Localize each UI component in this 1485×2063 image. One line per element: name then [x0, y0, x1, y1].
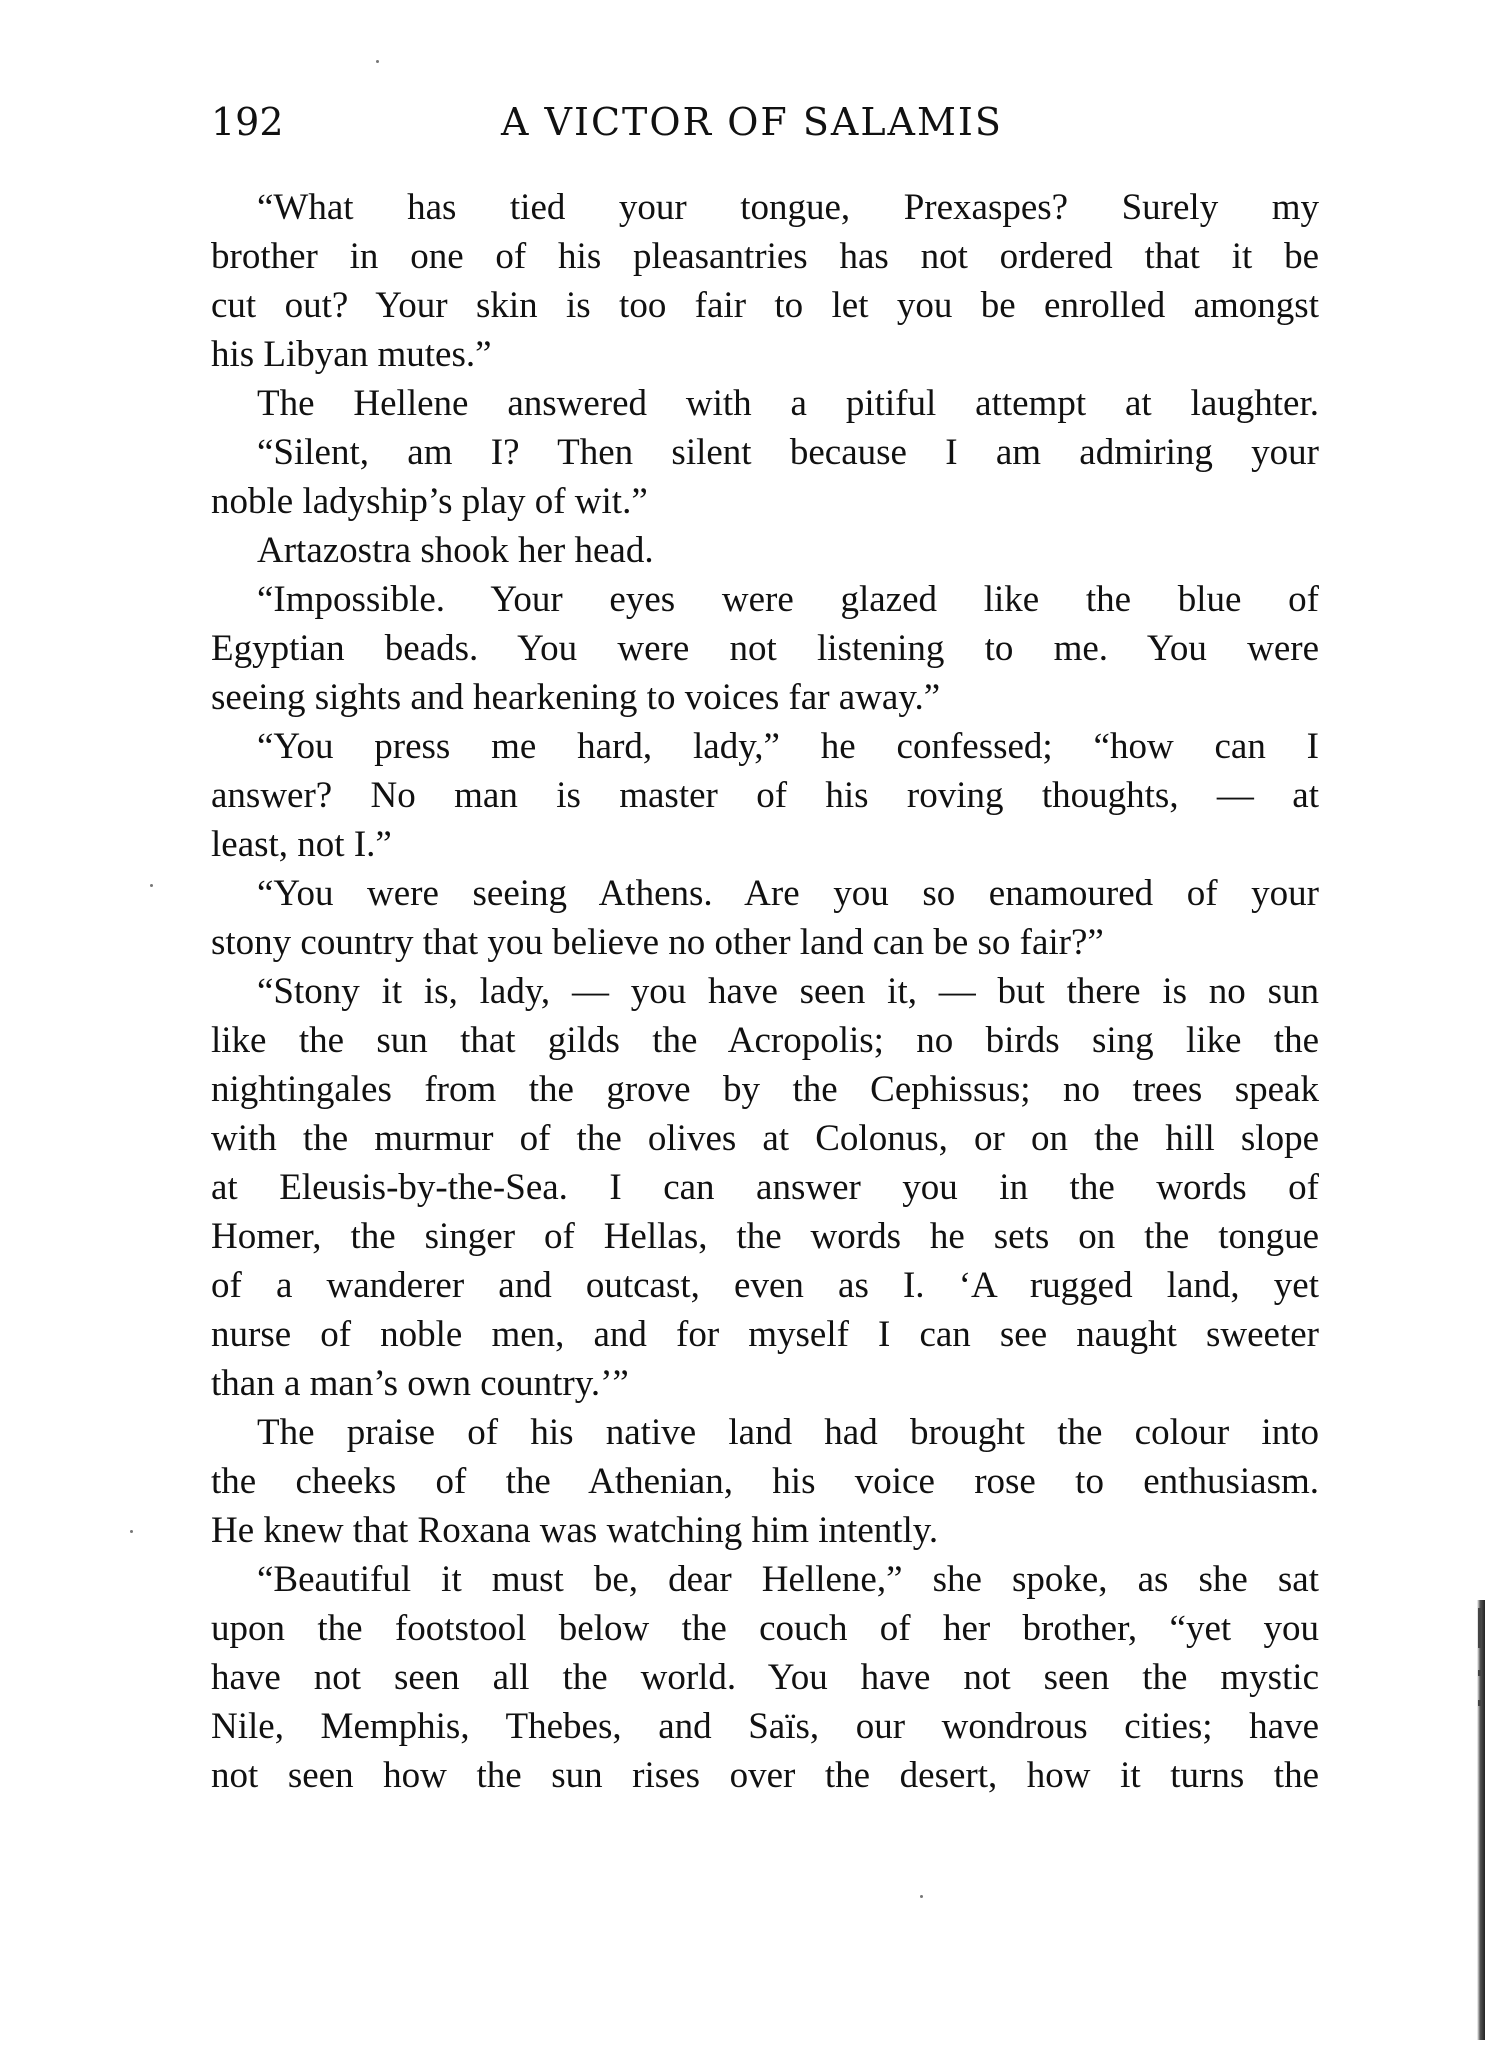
paper-speck: [130, 1530, 133, 1533]
text-line: stony country that you believe no other land can be so fair?”: [211, 922, 1104, 963]
text-line: Nile, Memphis, Thebes, and Saïs, our wondrous cities; have: [211, 1706, 1319, 1747]
text-line: than a man’s own country.’”: [211, 1363, 629, 1404]
binding-mark: [1478, 1670, 1481, 1676]
binding-mark: [1478, 1700, 1481, 1706]
page-header: [211, 96, 1319, 148]
running-head: A VICTOR OF SALAMIS: [501, 100, 1003, 144]
text-line: “Stony it is, lady, — you have seen it, — but there is no sun: [257, 971, 1319, 1012]
text-line: with the murmur of the olives at Colonus, or on the hill slope: [211, 1118, 1319, 1159]
text-line: Homer, the singer of Hellas, the words he sets on the tongue: [211, 1216, 1319, 1257]
text-line: upon the footstool below the couch of her brother, “yet you: [211, 1608, 1319, 1649]
page-number: 192: [211, 100, 284, 144]
text-line: nightingales from the grove by the Cephissus; no trees speak: [211, 1069, 1319, 1110]
body-text: [211, 183, 1319, 1800]
text-line: at Eleusis-by-the-Sea. I can answer you in the words of: [211, 1167, 1319, 1208]
text-line: Artazostra shook her head.: [257, 530, 654, 571]
text-line: of a wanderer and outcast, even as I. ‘A rugged land, yet: [211, 1265, 1319, 1306]
paper-speck: [150, 884, 153, 887]
binding-edge-shadow: [1477, 1600, 1485, 2040]
text-line: the cheeks of the Athenian, his voice rose to enthusiasm.: [211, 1461, 1319, 1502]
text-line: like the sun that gilds the Acropolis; no birds sing like the: [211, 1020, 1319, 1061]
paper-speck: [920, 1895, 923, 1898]
text-line: The praise of his native land had brought the colour into: [257, 1412, 1319, 1453]
paper-speck: [376, 60, 379, 63]
text-line: cut out? Your skin is too fair to let you be enrolled amongst: [211, 285, 1319, 326]
text-line: Egyptian beads. You were not listening to me. You were: [211, 628, 1319, 669]
text-line: “You were seeing Athens. Are you so enamoured of your: [257, 873, 1319, 914]
text-line: “Beautiful it must be, dear Hellene,” she spoke, as she sat: [257, 1559, 1319, 1600]
binding-mark: [1478, 1608, 1481, 1648]
text-line: least, not I.”: [211, 824, 392, 865]
text-line: not seen how the sun rises over the desert, how it turns the: [211, 1755, 1319, 1796]
text-line: noble ladyship’s play of wit.”: [211, 481, 648, 522]
text-line: brother in one of his pleasantries has not ordered that it be: [211, 236, 1319, 277]
text-line: “What has tied your tongue, Prexaspes? Surely my: [257, 187, 1319, 228]
text-line: answer? No man is master of his roving thoughts, — at: [211, 775, 1319, 816]
text-line: He knew that Roxana was watching him intently.: [211, 1510, 939, 1551]
text-line: “Silent, am I? Then silent because I am admiring your: [257, 432, 1319, 473]
text-line: nurse of noble men, and for myself I can see naught sweeter: [211, 1314, 1319, 1355]
text-line: his Libyan mutes.”: [211, 334, 492, 375]
text-line: have not seen all the world. You have not seen the mystic: [211, 1657, 1319, 1698]
text-line: The Hellene answered with a pitiful attempt at laughter.: [257, 383, 1319, 424]
text-line: “Impossible. Your eyes were glazed like the blue of: [257, 579, 1319, 620]
text-line: seeing sights and hearkening to voices far away.”: [211, 677, 941, 718]
text-line: “You press me hard, lady,” he confessed; “how can I: [257, 726, 1319, 767]
